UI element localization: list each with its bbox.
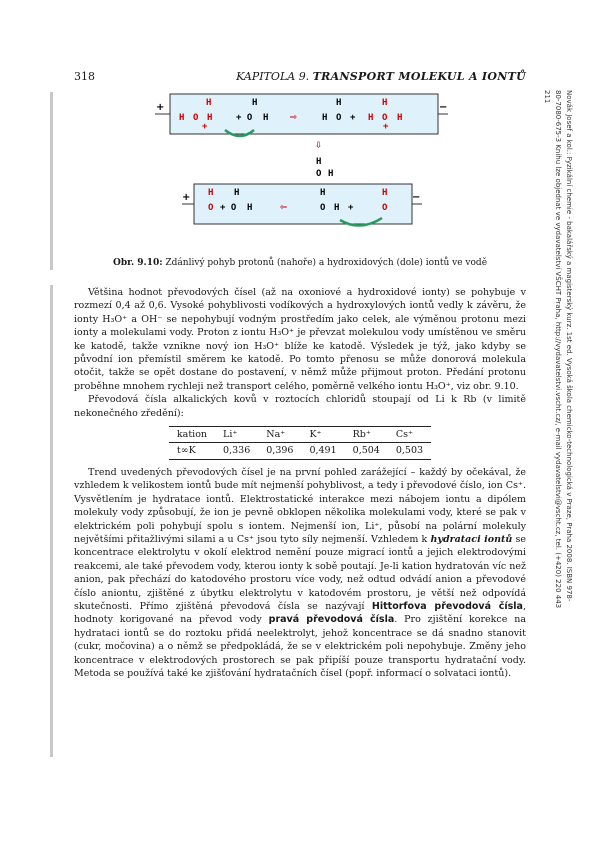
table-header-cell: K⁺ [301,427,344,443]
table-header-row [169,427,431,443]
svg-text:H: H [179,113,185,123]
p3-text-4: . Pro zjištění korekce na hydrataci iontů se do roztoku přidá neelektrolyt, jehož koncentrace se dá snadno stanovit (cukr, močovina) a o němž se předpokládá, že se v elektrickém poli nepohybuje. Změny jeho koncentrace v elektrodových prostorech se pak připíší pouze transportu hydratační vody. Metoda se používá také ke zjišťování hydratačních čísel (popř. informací o solvataci iontů). [74,614,526,679]
down-arrow-icon: ⇩ [315,138,322,151]
svg-text:H: H [316,157,322,167]
paragraph-1: Většina hodnot převodových čísel (až na oxoniové a hydroxidové ionty) se pohybuje v rozmezí 0,4 až 0,6. Vysoké pohyblivosti vodíkových a hydroxylových iontů vedly k závěru, že ionty H₃O⁺ a OH⁻ se nepohybují vodným prostředím jako celek, ale výměnou protonu mezi ionty a molekulami vody. Proton z iontu H₃O⁺ je převzat molekulou vody umístěnou ve směru ke katodě, takže vznikne nový ion H₃O⁺ blíže ke katodě. Výsledek je týž, jako kdyby se původní ion přemístil směrem ke katodě. Po tomto přenosu se může donorová molekula otočit, takže se opět dostane do postavení, v němž může přijmout proton. Předání protonu proběhne mnohem rychleji než transport celého, poměrně velkého iontu H₃O⁺, viz obr. 9.10. [74,287,526,392]
svg-text:H: H [322,113,328,123]
table-cell: 0,491 [301,443,344,459]
svg-text:H: H [368,113,374,123]
table-header-cell: kation [169,427,215,443]
bottom-cathode-sign: − [412,192,421,203]
svg-text:O: O [316,169,322,179]
svg-text:+ O: + O [220,203,237,213]
proton-hopping-figure [150,88,450,248]
svg-text:H: H [206,98,212,108]
svg-text:H: H [247,203,253,213]
caption-text: Zdánlivý pohyb protonů (nahoře) a hydroxidových (dole) iontů ve vodě [165,258,488,268]
svg-text:H: H [336,98,342,108]
table-header-cell: Na⁺ [258,427,301,443]
table-header-cell: Cs⁺ [388,427,431,443]
svg-text:H: H [234,188,240,198]
svg-text:+: + [383,122,389,132]
svg-text:H: H [263,113,269,123]
p3-text-2: se koncentrace elektrolytu v okolí elektrod nemění pouze migrací iontů a jejich elektrodovými reakcemi, ale také převodem vody, kterou ionty k sobě poutají. Je-li kation hydratován víc než anion, pak přechází do katodového prostoru více vody, než odtud odvádí anion a převodové číslo aniontu, zjištěné z úbytku elektrolytu v katodovém prostoru, je větší než odpovídá skutečnosti. Přímo zjištěná převodová čísla se nazývají [74,533,526,612]
svg-text:O: O [336,113,342,123]
p3-text-1: Trend uvedených převodových čísel je na první pohled zarážející – každý by očekával, že vzhledem k velikostem iontů bude mít nejmenší pohyblivost, a tedy i převodové číslo, ion Cs⁺. Vysvětlením je hydratace iontů. Elektrostatické interakce mezi nábojem iontu a dipólem molekuly vody způsobují, že ion je pevně obklopen několika molekulami vody, které se pak v elektrickém poli pohybují spolu s iontem. Nejmenší ion, Li⁺, působí na polární molekuly největšími přitažlivými silami a u Cs⁺ jsou tyto síly nejmenší. Vzhledem k [74,466,526,545]
svg-text:H: H [252,98,258,108]
p3-emphasis: hydrataci iontů [430,533,513,545]
svg-text:H: H [382,98,388,108]
paragraph-3 [74,466,526,681]
table-cell: 0,336 [215,443,258,459]
top-anode-sign: + [156,102,165,113]
svg-text:H: H [328,169,334,179]
svg-text:O: O [320,203,326,213]
paragraph-2: Převodová čísla alkalických kovů v roztocích chloridů stoupají od Li k Rb (v limitě nekonečného zředění): [74,394,526,419]
bottom-arrow-icon: ⇦ [280,200,287,213]
svg-text:H: H [207,113,213,123]
p3-term-true: pravá převodová čísla [268,614,395,626]
table-row-label: t∞K [169,443,215,459]
table-cell: 0,396 [258,443,301,459]
table-header-cell: Li⁺ [215,427,258,443]
chapter-prefix: KAPITOLA 9. [236,70,310,83]
table-cell: 0,503 [388,443,431,459]
svg-text:H: H [382,188,388,198]
side-note: Novák Josef a kol.: Fyzikální chemie - bakalářský a magisterský kurz. 1st ed. Vysoká škola chemicko-technologická v Praze, Praha 2008. ISBN 978-80-7080-675-3 Knihu lze objednat ve vydavatelství VŠCHT Praha, http://vydavatelstvi.vscht.cz/, e-mail vydavatelstvi@vscht.cz, tel. (+420) 220 443 211 [543,90,573,609]
p3-term-hittorf: Hittorfova převodová čísla [371,600,523,612]
svg-text:O: O [208,203,214,213]
page-header [74,70,526,84]
margin-bar-bottom [50,285,53,757]
figure-caption [74,258,526,268]
table-row [169,443,431,459]
svg-text:+ O: + O [236,113,253,123]
chapter-heading [236,70,526,83]
transference-table [169,426,431,460]
svg-text:O: O [382,203,388,213]
figure-svg [150,88,450,248]
margin-bar-top [50,92,53,270]
top-arrow-icon: ⇨ [290,110,297,123]
svg-text:+: + [350,113,356,123]
svg-text:H: H [397,113,403,123]
svg-text:+: + [202,122,208,132]
svg-text:H: H [334,203,340,213]
svg-text:O: O [382,113,388,123]
p3-text-3: , hodnoty korigované na převod vody [74,600,526,626]
bottom-anode-sign: + [182,192,191,203]
body-text [74,286,526,680]
svg-text:O: O [193,113,199,123]
svg-text:H: H [320,188,326,198]
svg-text:+: + [348,203,354,213]
page-number: 318 [74,70,95,83]
caption-label: Obr. 9.10: [112,258,163,268]
table-header-cell: Rb⁺ [345,427,388,443]
top-cathode-sign: − [439,102,448,113]
svg-text:H: H [208,188,214,198]
chapter-title: TRANSPORT MOLEKUL A IONTŮ [312,70,526,83]
table-cell: 0,504 [345,443,388,459]
